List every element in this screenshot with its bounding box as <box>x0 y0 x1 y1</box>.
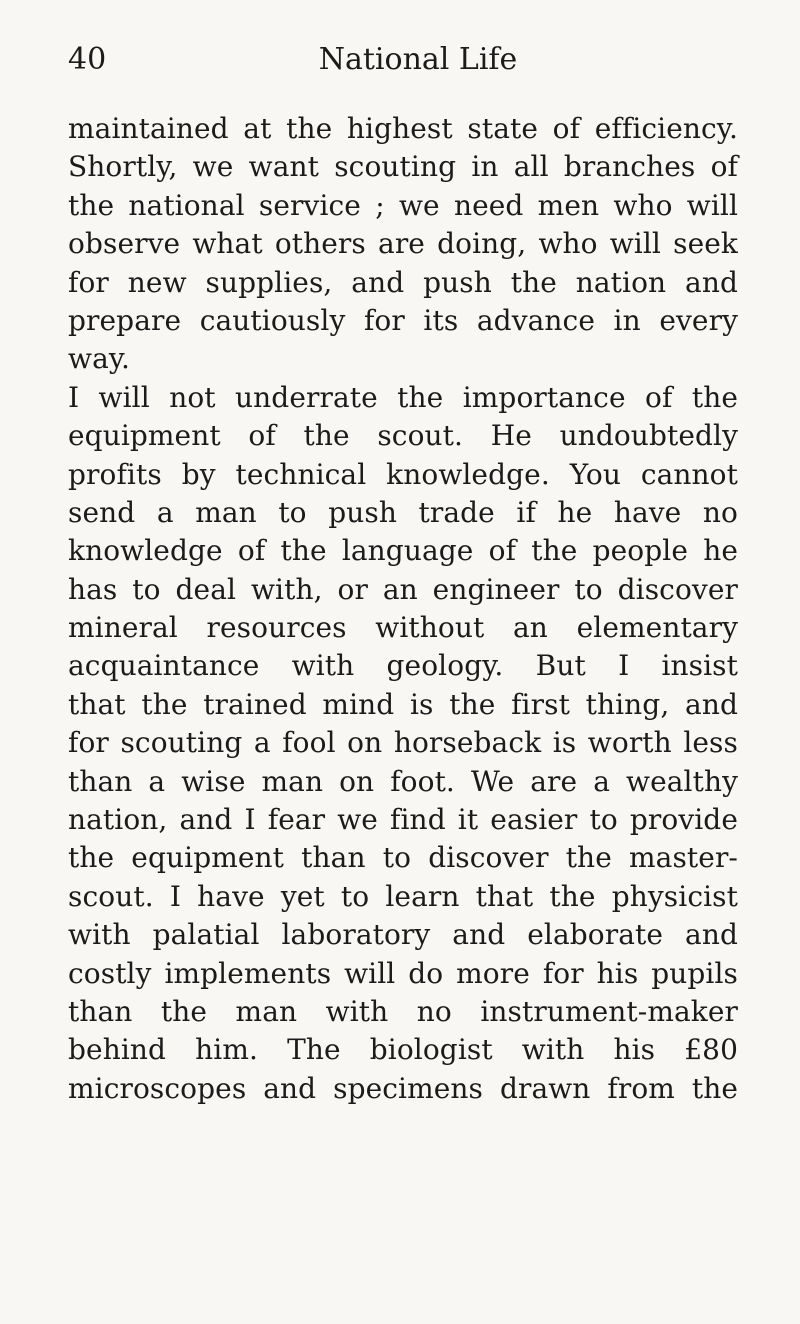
text-line: microscopes and specimens drawn from the <box>68 1071 738 1105</box>
text-line: costly implements will do more for his pupils <box>68 956 738 990</box>
text-line: equipment of the scout. He undoubtedly <box>68 419 738 453</box>
text-line: that the trained mind is the first thing, and <box>68 687 738 721</box>
text-line: mineral resources without an elementary <box>68 611 738 645</box>
text-line: scout. I have yet to learn that the physicist <box>68 879 738 913</box>
text-line: observe what others are doing, who will seek <box>68 227 738 261</box>
text-line: for new supplies, and push the nation and <box>68 265 738 299</box>
text-line: I will not underrate the importance of the <box>68 380 738 414</box>
text-line: than the man with no instrument-maker <box>68 994 738 1028</box>
text-line: than a wise man on foot. We are a wealthy <box>68 764 738 798</box>
text-line: behind him. The biologist with his £80 <box>68 1033 738 1067</box>
text-line: acquaintance with geology. But I insist <box>68 649 738 683</box>
text-line: profits by technical knowledge. You cannot <box>68 457 738 491</box>
text-line: the equipment than to discover the master- <box>68 841 738 875</box>
text-line: send a man to push trade if he have no <box>68 495 738 529</box>
running-title: National Life <box>318 42 518 77</box>
text-line: the national service ; we need men who will <box>68 188 738 222</box>
text-line: maintained at the highest state of efficiency. <box>68 112 738 145</box>
body-text <box>68 110 738 1108</box>
text-line: has to deal with, or an engineer to discover <box>68 572 738 606</box>
page-header <box>68 42 768 86</box>
paragraph-end-line: way. <box>68 342 131 376</box>
text-line: prepare cautiously for its advance in every <box>68 303 738 337</box>
text-line: knowledge of the language of the people he <box>68 534 738 568</box>
text-line: nation, and I fear we find it easier to provide <box>68 803 738 837</box>
text-line: for scouting a fool on horseback is worth less <box>68 726 738 760</box>
text-line: with palatial laboratory and elaborate and <box>68 918 738 952</box>
text-line: Shortly, we want scouting in all branches of <box>68 150 738 184</box>
page-number: 40 <box>68 42 107 77</box>
